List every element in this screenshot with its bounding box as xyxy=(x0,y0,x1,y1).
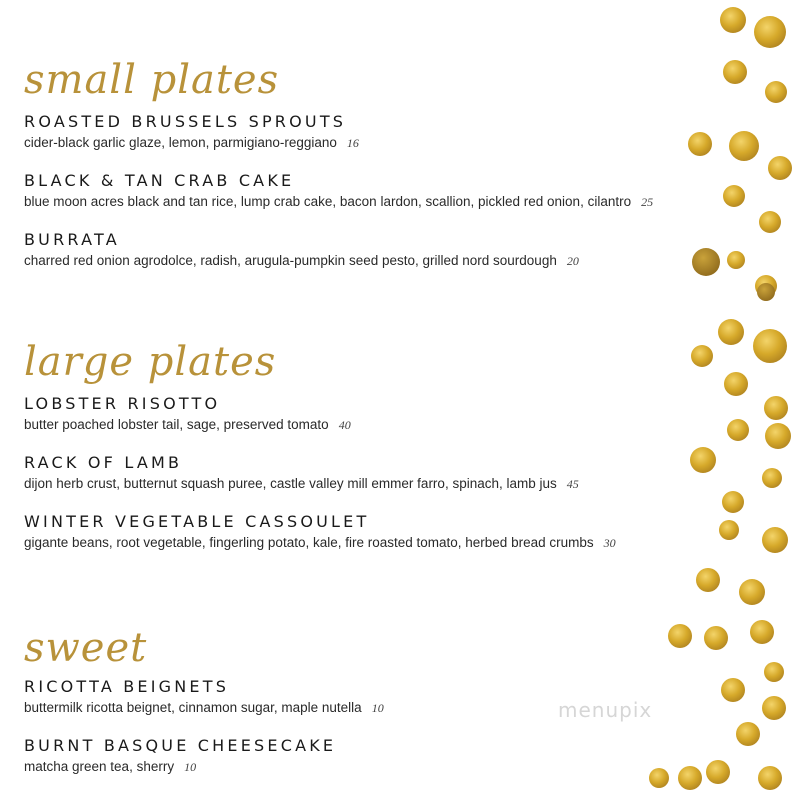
item-name: ROASTED BRUSSELS SPROUTS xyxy=(24,112,347,131)
item-description: butter poached lobster tail, sage, preserved tomato 40 xyxy=(24,417,351,432)
item-description: blue moon acres black and tan rice, lump crab cake, bacon lardon, scallion, pickled red onion, cilantro 25 xyxy=(24,194,654,209)
item-price: 40 xyxy=(338,418,351,432)
item-price: 10 xyxy=(184,760,197,774)
item-description: charred red onion agrodolce, radish, arugula-pumpkin seed pesto, grilled nord sourdough 20 xyxy=(24,253,579,268)
menu-item xyxy=(24,677,384,717)
menupix-watermark: menupix xyxy=(558,698,653,722)
item-description: matcha green tea, sherry 10 xyxy=(24,759,197,774)
menu-item xyxy=(24,171,653,211)
item-name: RACK OF LAMB xyxy=(24,453,183,472)
menu-item xyxy=(24,736,336,776)
item-name: LOBSTER RISOTTO xyxy=(24,394,221,413)
item-description: dijon herb crust, butternut squash puree, castle valley mill emmer farro, spinach, lamb jus 45 xyxy=(24,476,579,491)
menu-item xyxy=(24,230,579,270)
item-price: 30 xyxy=(603,536,616,550)
item-name: BURNT BASQUE CHEESECAKE xyxy=(24,736,337,755)
menu-item xyxy=(24,394,351,434)
section-heading-large-plates: large plates xyxy=(24,339,277,385)
item-description: gigante beans, root vegetable, fingerling potato, kale, fire roasted tomato, herbed bread crumbs 30 xyxy=(24,535,616,550)
item-price: 25 xyxy=(641,195,654,209)
item-name: BURRATA xyxy=(24,230,120,249)
item-name: RICOTTA BEIGNETS xyxy=(24,677,230,696)
item-price: 16 xyxy=(346,136,359,150)
menu-item xyxy=(24,453,579,493)
item-name: BLACK & TAN CRAB CAKE xyxy=(24,171,295,190)
menu-item xyxy=(24,512,616,552)
menu-item xyxy=(24,112,359,152)
item-price: 20 xyxy=(566,254,579,268)
item-name: WINTER VEGETABLE CASSOULET xyxy=(24,512,370,531)
section-heading-small-plates: small plates xyxy=(24,57,280,103)
item-description: buttermilk ricotta beignet, cinnamon sugar, maple nutella 10 xyxy=(24,700,384,715)
item-price: 45 xyxy=(566,477,579,491)
item-description: cider-black garlic glaze, lemon, parmigiano-reggiano 16 xyxy=(24,135,359,150)
item-price: 10 xyxy=(371,701,384,715)
section-heading-sweet: sweet xyxy=(24,625,148,671)
